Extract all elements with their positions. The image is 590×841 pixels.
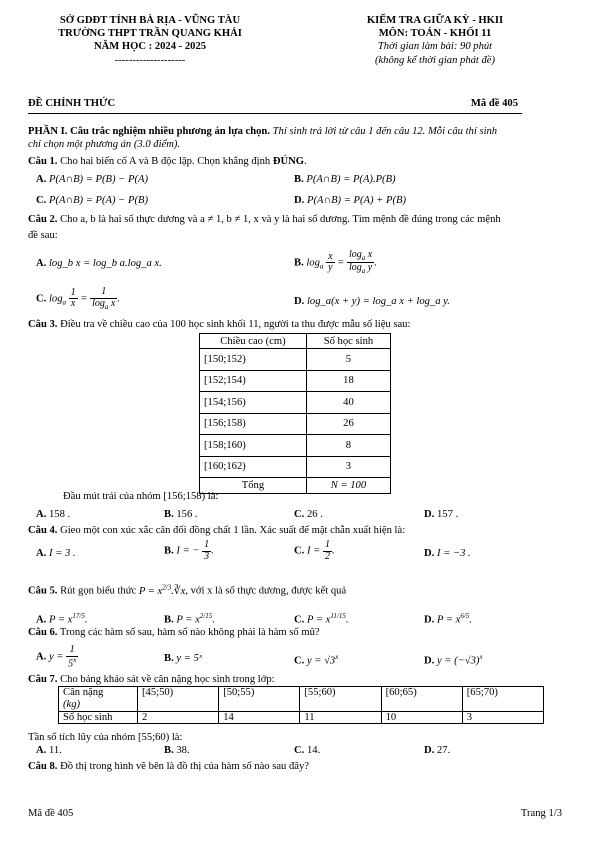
table-cell: Tổng [200,478,307,494]
letter-a: A. [36,745,47,756]
q5-stem: Câu 5. Rút gọn biểu thức $P = x^{2/3}.∛x$, với x là số thực dương, được kết quả [28,583,347,597]
q6-b-text: y = 5ˣ [176,653,202,664]
q2-d-text: log_a(x + y) = log_a x + log_a y. [306,296,450,307]
q7-option-d[interactable] [424,745,450,756]
q7-b-text: 38. [176,745,190,756]
q1-a-text: P(A∩B) = P(B) − P(A) [48,174,148,185]
table-header-row [200,334,391,349]
q5-option-b[interactable]: B. $P = x^{2/15}$. [164,612,215,626]
q3-text: Điều tra về chiều cao của 100 học sinh khối 11, người ta thu được mẫu số liệu sau: [57,319,411,330]
table-header-cell [59,687,138,712]
part1-instr1: Thí sinh trả lời từ câu 1 đến câu 12. Mỗi câu thí sinh [269,126,498,137]
letter-b: B. [164,509,174,520]
header-time: Thời gian làm bài: 90 phút [377,41,493,52]
q5-option-c[interactable]: C. $P = x^{11/15}$. [294,612,349,626]
q1-text: Cho hai biến cố A và B độc lập. Chọn khẳng định [57,156,273,167]
letter-a: A. [36,548,47,559]
header-dashes: -------------------- [114,55,186,66]
q7-head-a: Cân nặng [63,687,104,698]
q3-label: Câu 3. [28,319,58,330]
q5-option-d[interactable]: D. $P = x^{6/5}$. [424,612,472,626]
q3-c-text: 26 . [306,509,323,520]
q3-stem [28,319,410,330]
part1-instr2: chỉ chọn một phương án (3.0 điểm). [28,139,181,150]
table-cell: [50;55) [219,687,300,712]
letter-d: D. [424,745,435,756]
table-row [200,456,391,478]
letter-b: B. [164,745,174,756]
table-cell: [152;154) [200,370,307,392]
table-cell: 5 [306,349,390,371]
q4-text: Gieo một con xúc xắc cân đối đồng chất 1 lần. Xác suất để mặt chẵn xuất hiện là: [57,525,406,536]
q1-stem: Câu 1. Cho hai biến cố A và B độc lập. Chọn khẳng định ĐÚNG. [28,156,307,167]
table-cell: N = 100 [306,478,390,494]
table-cell: [158;160) [200,435,307,457]
header-subject: MÔN: TOÁN - KHỐI 11 [378,28,492,39]
q3-option-a[interactable] [36,509,70,520]
table-row [200,392,391,414]
letter-c: C. [36,195,47,206]
letter-d: D. [294,195,305,206]
table-row [200,435,391,457]
q5-option-a[interactable]: A. $P = x^{17/5}$. [36,612,88,626]
header-exam: KIỂM TRA GIỮA KỲ - HKII [366,15,504,26]
table-header-cell: Số học sinh [59,712,138,724]
table-row [200,413,391,435]
q4-option-c[interactable]: C. I = $\frac{1}{2}$ . [294,539,335,562]
table-row [59,687,544,712]
table-cell: 2 [138,712,219,724]
footer-code: Mã đề 405 [28,808,74,819]
q7-stem [28,674,275,685]
letter-a: A. [36,174,47,185]
q7-c-text: 14. [306,745,321,756]
q6-text: Trong các hàm số sau, hàm số nào không phải là hàm số mũ? [57,627,320,638]
q2-option-b[interactable]: B. $\log_a$ $\frac{x}{y}$ = $\frac{\log_a x}{\log_a y}$ . [294,249,377,276]
table-cell: [45;50) [138,687,219,712]
q5-text: Rút gọn biểu thức [57,585,139,597]
table-row [200,478,391,494]
header-time-note: (không kể thời gian phát đề) [374,55,496,66]
header-school: TRƯỜNG THPT TRẦN QUANG KHẢI [58,28,242,39]
q2-stem-1 [28,214,501,225]
q7-d-text: 27. [436,745,451,756]
letter-d: D. [294,296,305,307]
q4-option-d[interactable] [424,548,471,559]
q2-option-a[interactable] [36,258,162,269]
table-cell: 26 [306,413,390,435]
table-header-cell: Chiều cao (cm) [200,334,307,349]
q4-a-text: I = 3 . [48,548,76,559]
part1-intro [28,126,568,137]
table-cell: 8 [306,435,390,457]
q8-text: Đồ thị trong hình vẽ bên là đồ thị của hàm số nào sau đây? [57,761,309,772]
table-row [200,349,391,371]
q6-option-d[interactable]: D. $y = (-√3)^x$ [424,653,483,667]
exam-code: Mã đề 405 [470,98,518,109]
part1-title: PHẦN I. Câu trắc nghiệm nhiều phương án lựa chọn. [28,126,270,137]
q2-label: Câu 2. [28,214,58,225]
table-cell: [60;65) [381,687,462,712]
table-cell: [154;156) [200,392,307,414]
q3-d-text: 157 . [436,509,459,520]
official-label: ĐỀ CHÍNH THỨC [28,98,116,109]
letter-b: B. [294,174,304,185]
q1-option-a[interactable] [36,174,148,185]
q7-option-a[interactable] [36,745,62,756]
q4-label: Câu 4. [28,525,58,536]
header-year: NĂM HỌC : 2024 - 2025 [93,41,207,52]
q3-question: Đầu mút trái của nhóm [156;158) là: [63,491,219,502]
footer-page: Trang 1/3 [520,808,562,819]
table-cell: 3 [462,712,543,724]
table-cell: [156;158) [200,413,307,435]
q7-option-b[interactable] [164,745,190,756]
table-cell: [150;152) [200,349,307,371]
q7-option-c[interactable] [294,745,320,756]
q7-question: Tần số tích lũy của nhóm [55;60) là: [28,732,183,743]
table-row [59,712,544,724]
table-cell: 11 [300,712,381,724]
q6-option-b[interactable] [164,653,202,664]
header-dept: SỞ GDĐT TỈNH BÀ RỊA - VŨNG TÀU [59,15,241,26]
q3-option-d[interactable] [424,509,458,520]
q6-stem [28,627,320,638]
q1-strong: ĐÚNG [272,156,305,167]
q5-text2: , với x là số thực dương, được kết quả [185,585,347,597]
letter-c: C. [294,509,305,520]
q5-label: Câu 5. [28,585,58,597]
table-cell: 40 [306,392,390,414]
q3-option-b[interactable] [164,509,198,520]
table-cell: 3 [306,456,390,478]
table-cell: 18 [306,370,390,392]
q3-a-text: 158 . [48,509,71,520]
q1-label: Câu 1. [28,156,58,167]
q1-b-text: P(A∩B) = P(A).P(B) [306,174,396,185]
table-cell: 14 [219,712,300,724]
letter-a: A. [36,258,47,269]
q1-d-text: P(A∩B) = P(A) + P(B) [306,195,406,206]
q6-option-c[interactable]: C. $y = √3^x$ [294,653,339,667]
q1-option-b[interactable] [294,174,396,185]
table-header-cell: Số học sinh [306,334,390,349]
table-cell: 10 [381,712,462,724]
q8-stem [28,761,309,772]
q7-table [58,686,544,724]
table-cell: [65;70) [462,687,543,712]
table-cell: [55;60) [300,687,381,712]
letter-b: B. [164,653,174,664]
q7-text: Cho bảng khảo sát về cân nặng học sinh trong lớp: [57,674,275,685]
q8-label: Câu 8. [28,761,58,772]
q7-a-text: 11. [48,745,62,756]
q2-a-text: log_b x = log_b a.log_a x. [48,258,162,269]
q7-head-b: (kg) [63,699,81,710]
q2-option-c[interactable]: C. $\log_a$ $\frac{1}{x}$ = $\frac{1}{\log_a x}$ . [36,286,120,311]
q4-stem [28,525,405,536]
letter-d: D. [424,548,435,559]
table-row [200,370,391,392]
q2-text1: Cho a, b là hai số thực dương và a ≠ 1, b ≠ 1, x và y là hai số dương. Tìm mệnh đề đúng trong các mệnh [57,214,501,225]
letter-d: D. [424,509,435,520]
q1-option-c[interactable] [36,195,148,206]
q2-stem-2: đề sau: [28,230,58,241]
header-rule [28,113,522,114]
q4-option-b[interactable]: B. I = − $\frac{1}{3}$ . [164,539,214,562]
q7-label: Câu 7. [28,674,58,685]
letter-c: C. [294,745,305,756]
q3-b-text: 156 . [176,509,198,520]
table-cell: [160;162) [200,456,307,478]
q6-option-a[interactable]: A. y = $\frac{1}{5^x}$ [36,644,77,669]
letter-a: A. [36,509,47,520]
q4-d-text: I = −3 . [436,548,471,559]
q4-option-a[interactable] [36,548,76,559]
q3-option-c[interactable] [294,509,323,520]
q3-table [199,333,391,494]
q1-option-d[interactable] [294,195,406,206]
q1-c-text: P(A∩B) = P(A) − P(B) [48,195,148,206]
q6-label: Câu 6. [28,627,58,638]
q2-option-d[interactable] [294,296,450,307]
